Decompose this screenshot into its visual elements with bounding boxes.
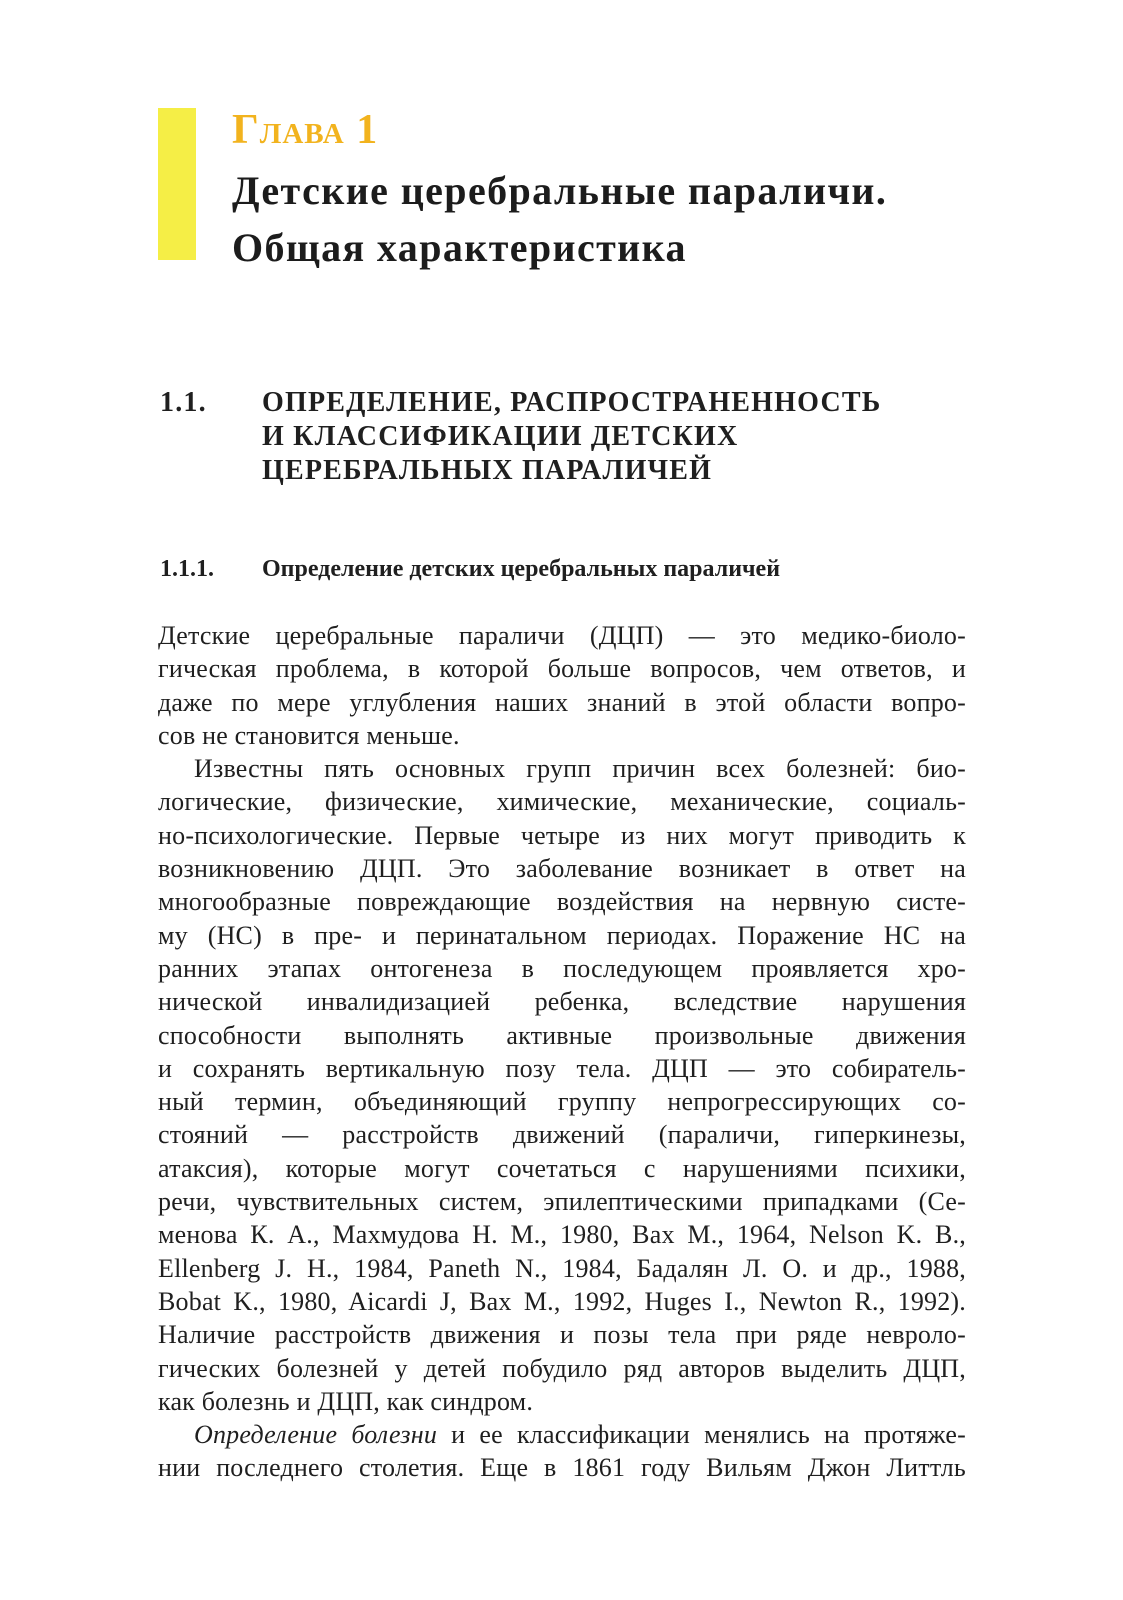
text-line: гических болезней у детей побудило ряд авторов выделить ДЦП, [158, 1353, 966, 1383]
chapter-accent-bar [158, 108, 196, 260]
text-line: как болезнь и ДЦП, как синдром. [158, 1386, 534, 1416]
text-line: Детские церебральные параличи (ДЦП) — это медико-биоло- [158, 621, 966, 650]
text-line: логические, физические, химические, механические, социаль- [158, 787, 966, 817]
paragraph-3 [158, 1418, 966, 1485]
text-line: Bobat K., 1980, Aicardi J, Bax M., 1992, Huges I., Newton R., 1992). [158, 1286, 966, 1316]
section-title-line: ЦЕРЕБРАЛЬНЫХ ПАРАЛИЧЕЙ [262, 455, 713, 486]
chapter-title-line: Детские церебральные параличи. [232, 168, 888, 213]
paragraph-1 [158, 619, 966, 752]
text-line: менова К. А., Махмудова Н. М., 1980, Bax M., 1964, Nelson K. B., [158, 1220, 966, 1250]
text-line: стояний — расстройств движений (параличи, гиперкинезы, [158, 1120, 966, 1150]
text-line: но-психологические. Первые четыре из них могут приводить к [158, 820, 966, 850]
section-title-line: И КЛАССИФИКАЦИИ ДЕТСКИХ [262, 421, 739, 452]
text-line: нии последнего столетия. Еще в 1861 году Вильям Джон Литтль [158, 1453, 966, 1483]
text-fragment: и ее классификации менялись на протяже- [437, 1420, 966, 1450]
section-title-line: ОПРЕДЕЛЕНИЕ, РАСПРОСТРАНЕННОСТЬ [262, 387, 882, 418]
section-number: 1.1. [160, 387, 207, 418]
text-line: Известны пять основных групп причин всех болезней: био- [194, 754, 966, 784]
text-line: и сохранять вертикальную позу тела. ДЦП — это собиратель- [158, 1053, 966, 1083]
text-line: Ellenberg J. H., 1984, Paneth N., 1984, Бадалян Л. О. и др., 1988, [158, 1253, 966, 1283]
text-line: гическая проблема, в которой больше вопросов, чем ответов, и [158, 654, 966, 684]
text-line: возникновению ДЦП. Это заболевание возникает в ответ на [158, 854, 966, 884]
text-line: Наличие расстройств движения и позы тела при ряде невроло- [158, 1320, 966, 1350]
text-line: речи, чувствительных систем, эпилептическими припадками (Се- [158, 1187, 966, 1217]
subsection-heading [160, 554, 780, 584]
text-line: даже по мере углубления наших знаний в этой области вопро- [158, 687, 966, 717]
text-line: многообразные повреждающие воздействия на нервную систе- [158, 887, 966, 917]
chapter-title [232, 162, 887, 276]
body-text [158, 619, 966, 1485]
section-title [262, 386, 881, 488]
text-line: ранних этапах онтогенеза в последующем проявляется хро- [158, 953, 966, 983]
text-line: ный термин, объединяющий группу непрогрессирующих со- [158, 1087, 966, 1117]
text-line: сов не становится меньше. [158, 720, 460, 750]
paragraph-2 [158, 752, 966, 1418]
chapter-label: Глава 1 [232, 107, 379, 153]
subsection-title: Определение детских церебральных параличей [262, 556, 781, 582]
text-line [158, 1418, 966, 1451]
text-line: нической инвалидизацией ребенка, вследствие нарушения [158, 987, 966, 1017]
text-line: способности выполнять активные произвольные движения [158, 1020, 966, 1050]
subsection-number: 1.1.1. [160, 556, 214, 582]
emphasis-text: Определение болезни [194, 1420, 438, 1450]
chapter-title-line: Общая характеристика [232, 225, 687, 270]
text-line: му (НС) в пре- и перинатальном периодах. Поражение НС на [158, 920, 966, 950]
text-line: атаксия), которые могут сочетаться с нарушениями психики, [158, 1153, 966, 1183]
